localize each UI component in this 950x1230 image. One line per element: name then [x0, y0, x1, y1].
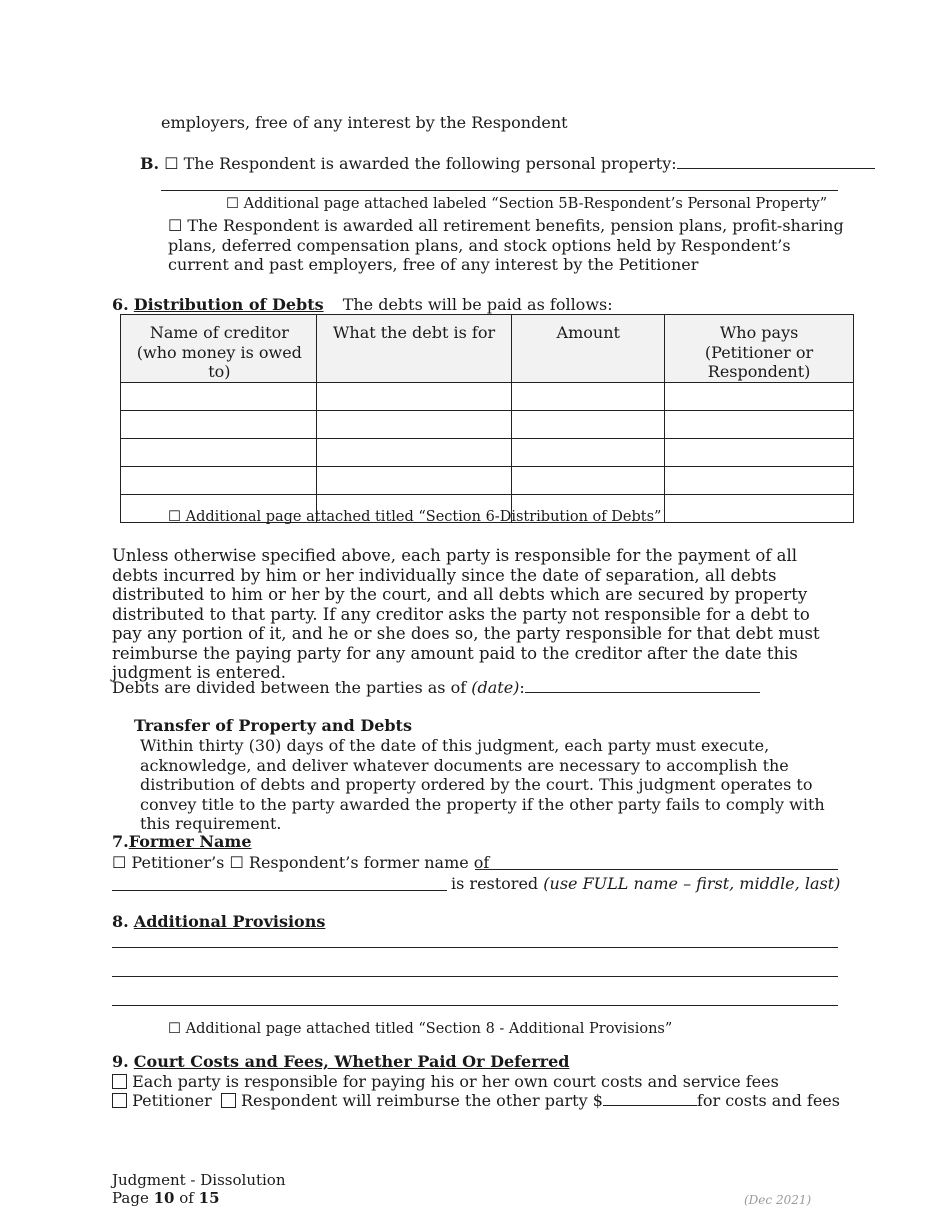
- section-5b-text: The Respondent is awarded the following personal property:: [183, 154, 677, 173]
- section-8-attach-checkbox[interactable]: ☐ Additional page attached titled “Section 8 - Additional Provisions”: [168, 1021, 673, 1037]
- table-cell[interactable]: [121, 382, 317, 410]
- costs-option-each-party: [112, 1072, 779, 1092]
- footer-page-number: [112, 1189, 220, 1209]
- table-cell[interactable]: [512, 438, 665, 466]
- section-7-heading: [112, 832, 252, 852]
- page-label: Page: [112, 1189, 149, 1207]
- additional-provisions-line-3[interactable]: [112, 1005, 838, 1006]
- table-cell[interactable]: [665, 438, 854, 466]
- table-cell[interactable]: [121, 410, 317, 438]
- column-header-creditor: Name of creditor (who money is owed to): [121, 315, 317, 383]
- section-5b-label: B.: [140, 154, 160, 173]
- debts-responsibility-paragraph: Unless otherwise specified above, each party is responsible for the payment of all debts incurred by him or her individually since the date of separation, all debts distributed to him or her by the court, and all debts which are secured by property distributed to that party. If any creditor asks the party not responsible for a debt to pay any portion of it, and he or she does so, the party responsible for that debt must reimburse the paying party for any amount paid to the creditor after the date this judgment is entered.: [112, 546, 820, 682]
- section-6-number: 6.: [112, 295, 129, 314]
- section-5b-line: [140, 154, 875, 174]
- section-7-number: 7.: [112, 832, 129, 851]
- page-current: 10: [153, 1189, 175, 1207]
- table-row: [121, 466, 854, 494]
- table-cell[interactable]: [316, 438, 512, 466]
- reimburse-suffix: for costs and fees: [696, 1091, 840, 1110]
- table-row: [121, 382, 854, 410]
- section-9-number: 9.: [112, 1052, 129, 1071]
- transfer-paragraph: Within thirty (30) days of the date of this judgment, each party must execute, acknowledge, and deliver whatever documents are necessary to accomplish the distribution of debts and property ordered by the court. This judgment operates to convey title to the party awarded the property if the other party fails to comply with this requirement.: [140, 736, 825, 833]
- transfer-heading: Transfer of Property and Debts: [134, 716, 412, 735]
- full-name-note: (use FULL name – first, middle, last): [543, 874, 841, 893]
- personal-property-field[interactable]: [677, 168, 875, 169]
- section-6-title: Distribution of Debts: [133, 295, 324, 314]
- of-label: of: [179, 1189, 194, 1207]
- additional-provisions-line-1[interactable]: [112, 947, 838, 948]
- debts-divided-date-field[interactable]: [525, 692, 760, 693]
- date-label: (date): [471, 678, 520, 697]
- section-9-heading: [112, 1052, 569, 1072]
- each-party-label: Each party is responsible for paying his or her own court costs and service fees: [132, 1072, 779, 1091]
- section-8-title: Additional Provisions: [133, 912, 326, 931]
- section-8-number: 8.: [112, 912, 129, 931]
- reimburse-label: Respondent will reimburse the other party $: [240, 1091, 603, 1110]
- section-5b-checkbox[interactable]: ☐: [164, 154, 179, 173]
- restored-line: [451, 874, 840, 894]
- table-cell[interactable]: [665, 466, 854, 494]
- section-7-title: Former Name: [128, 832, 252, 851]
- table-cell[interactable]: [512, 466, 665, 494]
- restored-name-field[interactable]: [112, 890, 447, 891]
- table-cell[interactable]: [512, 410, 665, 438]
- table-cell[interactable]: [121, 466, 317, 494]
- debts-table-header: [121, 315, 854, 383]
- each-party-checkbox[interactable]: [112, 1074, 127, 1089]
- revision-date: (Dec 2021): [744, 1193, 812, 1207]
- petitioner-checkbox[interactable]: [112, 1093, 127, 1108]
- date-colon: :: [519, 678, 525, 697]
- table-cell[interactable]: [512, 382, 665, 410]
- column-header-purpose: What the debt is for: [316, 315, 512, 383]
- restored-label: is restored: [451, 874, 539, 893]
- table-row: [121, 410, 854, 438]
- footer-form-title: Judgment - Dissolution: [112, 1171, 286, 1189]
- page-total: 15: [198, 1189, 220, 1207]
- former-name-field[interactable]: [475, 869, 838, 870]
- respondent-checkbox[interactable]: [221, 1093, 236, 1108]
- table-row: [121, 438, 854, 466]
- table-cell[interactable]: [316, 382, 512, 410]
- table-cell[interactable]: [316, 466, 512, 494]
- reimburse-amount-field[interactable]: [603, 1105, 697, 1106]
- former-name-options[interactable]: ☐ Petitioner’s ☐ Respondent’s former name of: [112, 853, 490, 872]
- section-6-attach-checkbox[interactable]: ☐ Additional page attached titled “Section 6-Distribution of Debts”: [168, 509, 662, 525]
- petitioner-label: Petitioner: [132, 1091, 212, 1110]
- continued-text: employers, free of any interest by the Respondent: [161, 113, 568, 132]
- additional-provisions-line-2[interactable]: [112, 976, 838, 977]
- debts-divided-prefix: Debts are divided between the parties as of: [112, 678, 472, 697]
- section-8-heading: [112, 912, 325, 932]
- costs-option-reimburse: [112, 1091, 840, 1111]
- column-header-who-pays: Who pays (Petitioner or Respondent): [665, 315, 854, 383]
- section-6-heading: [112, 295, 613, 315]
- section-6-subtitle: The debts will be paid as follows:: [342, 295, 613, 314]
- table-cell[interactable]: [316, 410, 512, 438]
- section-9-title: Court Costs and Fees, Whether Paid Or Deferred: [133, 1052, 570, 1071]
- column-header-amount: Amount: [512, 315, 665, 383]
- table-cell[interactable]: [121, 438, 317, 466]
- table-cell[interactable]: [665, 382, 854, 410]
- table-cell[interactable]: [665, 410, 854, 438]
- personal-property-field-line2[interactable]: [161, 190, 838, 191]
- debts-divided-line: [112, 678, 760, 698]
- table-cell[interactable]: [665, 494, 854, 522]
- retirement-benefits-option[interactable]: ☐ The Respondent is awarded all retirement benefits, pension plans, profit-sharing plans, deferred compensation plans, and stock options held by Respondent’s current and past employers, free of any interest by the Petitioner: [168, 216, 844, 274]
- debts-table: [120, 314, 854, 523]
- section-5b-attach-checkbox[interactable]: ☐ Additional page attached labeled “Section 5B-Respondent’s Personal Property”: [226, 196, 828, 212]
